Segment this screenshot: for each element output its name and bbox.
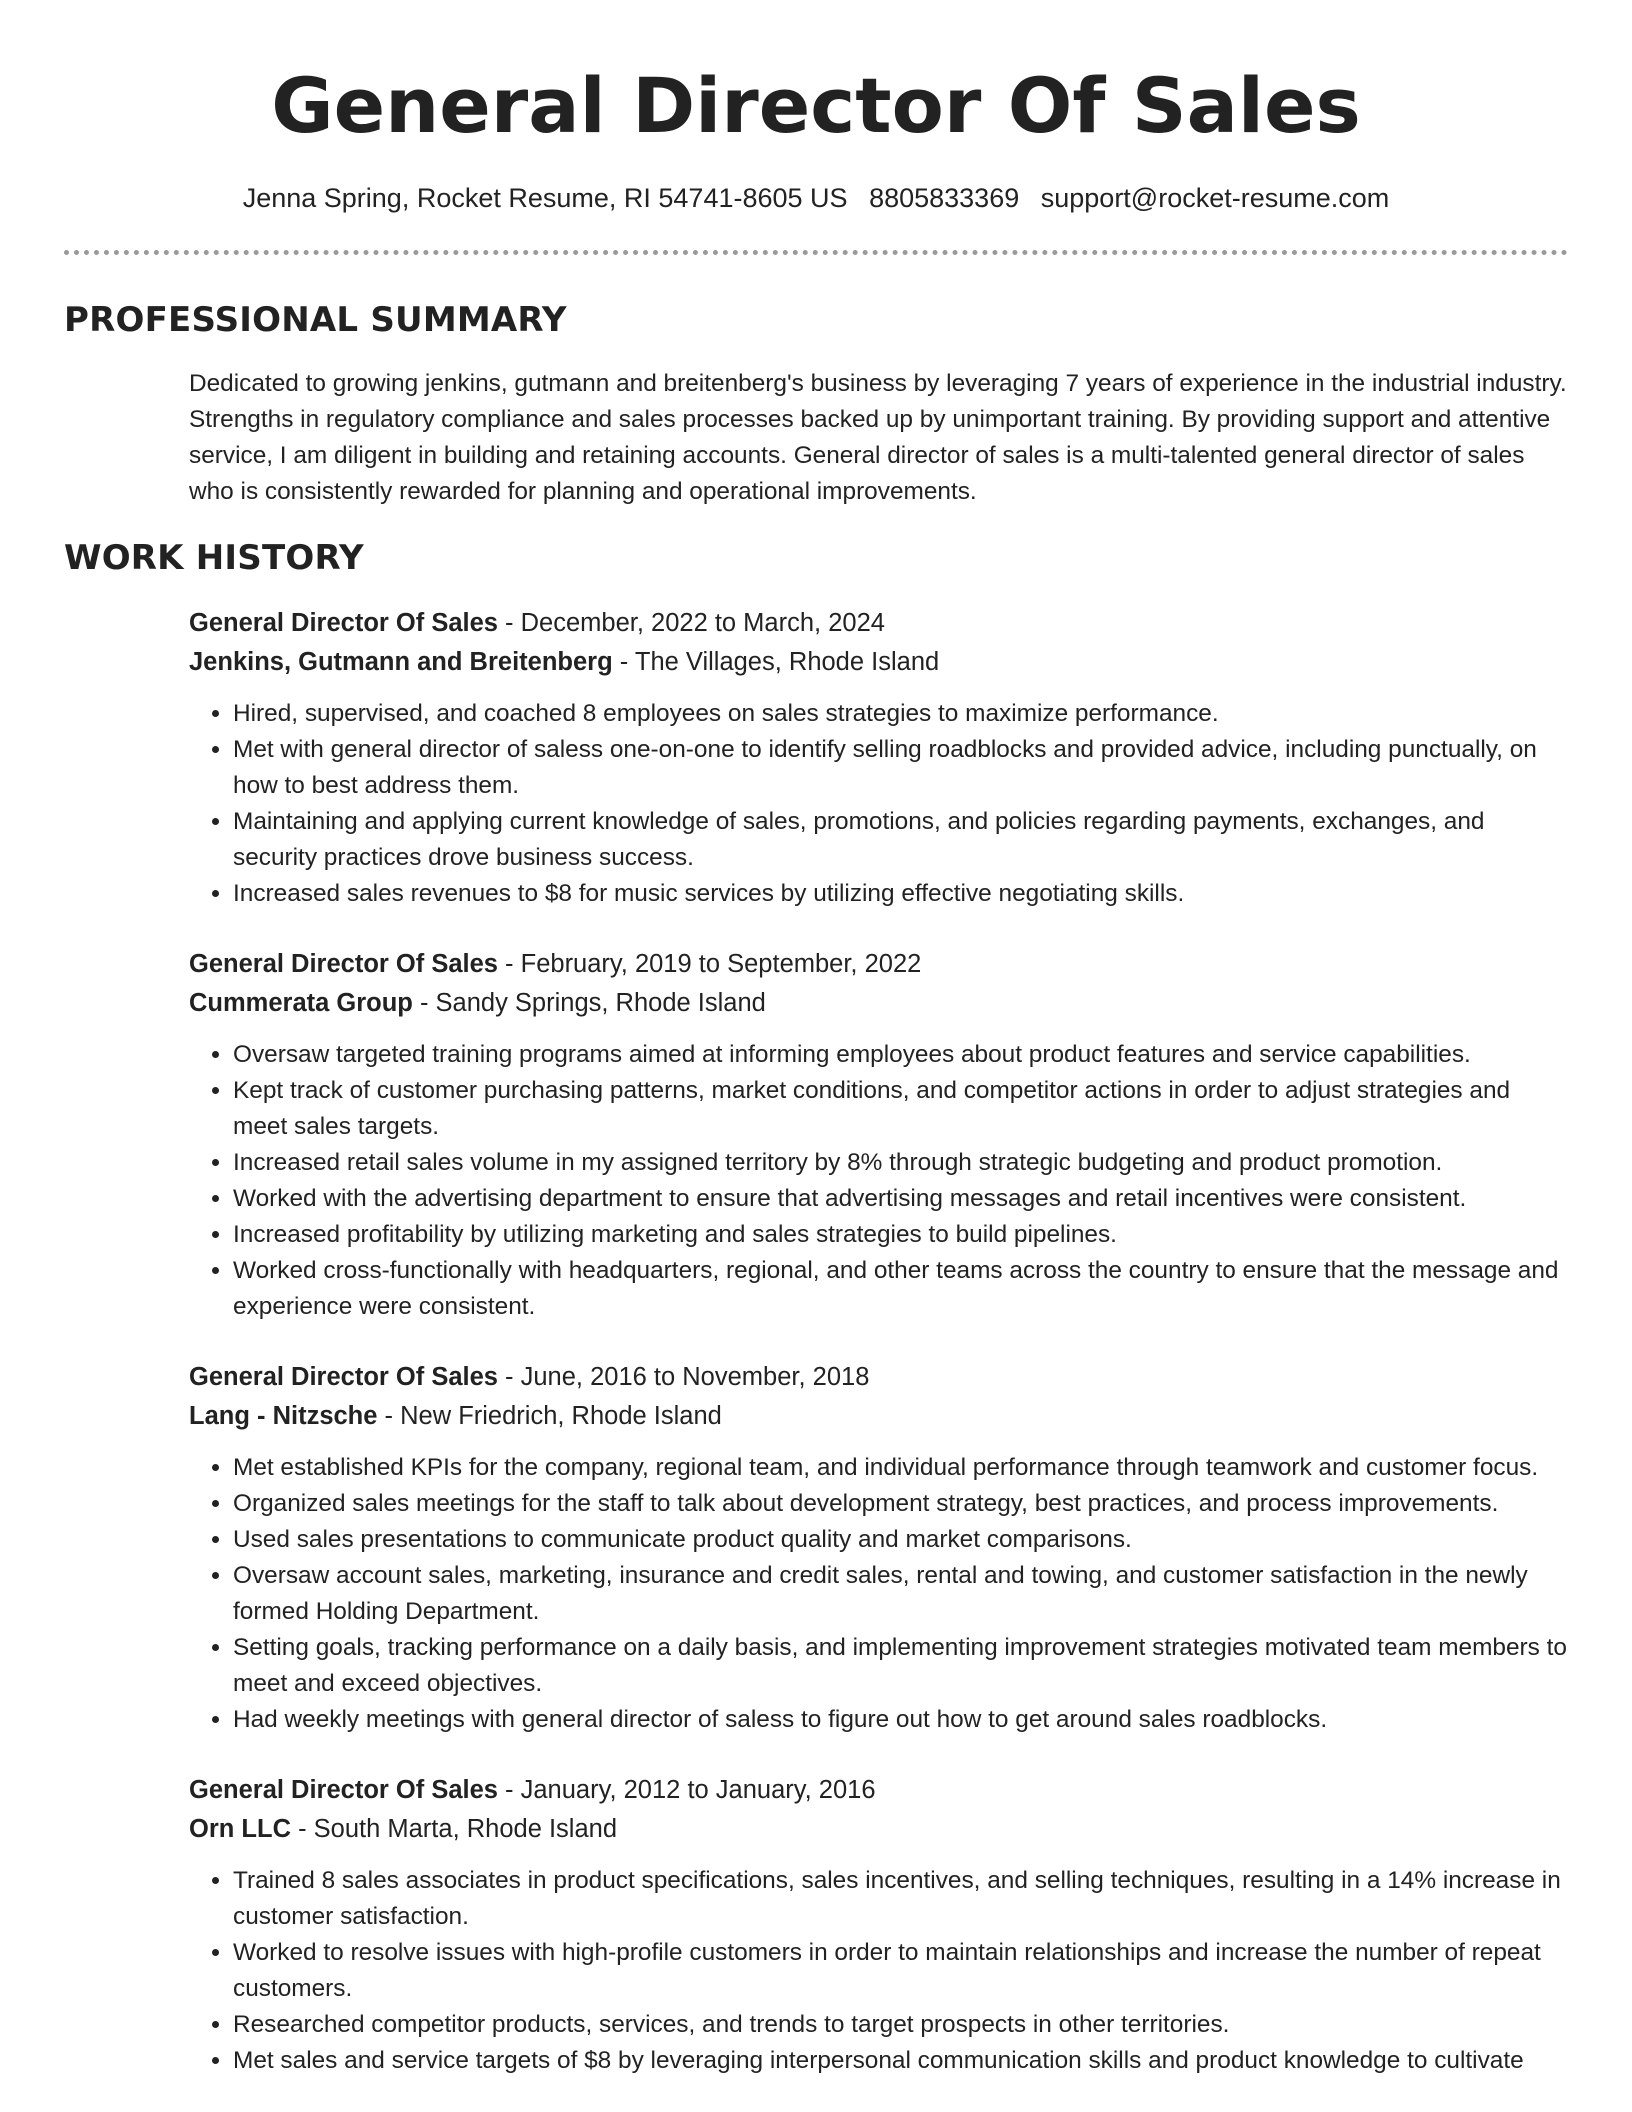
contact-line — [0, 180, 1632, 216]
job-location: - New Friedrich, Rhode Island — [377, 1402, 722, 1430]
job-bullet: • Oversaw account sales, marketing, insurance and credit sales, rental and towing, and customer satisfaction in the newly formed Holding Department. — [233, 1558, 1569, 1630]
job-bullet: • Had weekly meetings with general director of saless to figure out how to get around sales roadblocks. — [233, 1702, 1569, 1738]
job-dates: - January, 2012 to January, 2016 — [497, 1776, 876, 1804]
job-entry — [189, 945, 1569, 1325]
job-location: - Sandy Springs, Rhode Island — [412, 989, 766, 1017]
job-company-line — [189, 984, 1569, 1023]
contact-phone: 8805833369 — [869, 183, 1020, 213]
contact-address: Jenna Spring, Rocket Resume, RI 54741-8605 US — [242, 183, 848, 213]
section-heading-work-history: WORK HISTORY — [64, 538, 364, 578]
job-bullet: • Worked cross-functionally with headquarters, regional, and other teams across the country to ensure that the message and experience were consistent. — [233, 1253, 1569, 1325]
resume-title: General Director Of Sales — [271, 61, 1361, 150]
job-title: General Director Of Sales — [189, 609, 498, 637]
job-bullet: • Trained 8 sales associates in product specifications, sales incentives, and selling techniques, resulting in a 14% increase in customer satisfaction. — [233, 1863, 1569, 1935]
job-bullet: • Increased profitability by utilizing marketing and sales strategies to build pipelines. — [233, 1217, 1569, 1253]
job-entry — [189, 1771, 1569, 2079]
job-bullet-list — [189, 1450, 1569, 1738]
job-bullet-list — [189, 696, 1569, 912]
job-title-line — [189, 1771, 1569, 1810]
section-heading-summary: PROFESSIONAL SUMMARY — [64, 300, 567, 340]
work-history-list — [189, 604, 1569, 2112]
summary-text: Dedicated to growing jenkins, gutmann and breitenberg's business by leveraging 7 years of experience in the industrial industry. Strengths in regulatory compliance and sales processes backed up by unimportant training. By providing support and attentive service, I am diligent in building and retaining accounts. General director of sales is a multi-talented general director of sales who is consistently rewarded for planning and operational improvements. — [189, 370, 1567, 505]
job-dates: - February, 2019 to September, 2022 — [497, 950, 922, 978]
job-bullet-list — [189, 1863, 1569, 2079]
job-bullet: • Researched competitor products, services, and trends to target prospects in other territories. — [233, 2007, 1569, 2043]
job-company-line — [189, 1810, 1569, 1849]
job-bullet: • Met sales and service targets of $8 by leveraging interpersonal communication skills and product knowledge to cultivate — [233, 2043, 1569, 2079]
job-bullet: • Maintaining and applying current knowledge of sales, promotions, and policies regarding payments, exchanges, and security practices drove business success. — [233, 804, 1569, 876]
job-location: - The Villages, Rhode Island — [612, 648, 940, 676]
job-title-line — [189, 945, 1569, 984]
job-bullet: • Met established KPIs for the company, regional team, and individual performance through teamwork and customer focus. — [233, 1450, 1569, 1486]
job-bullet: • Worked to resolve issues with high-profile customers in order to maintain relationships and increase the number of repeat customers. — [233, 1935, 1569, 2007]
job-company-line — [189, 643, 1569, 682]
job-company-line — [189, 1397, 1569, 1436]
contact-email: support@rocket-resume.com — [1040, 183, 1390, 213]
job-location: - South Marta, Rhode Island — [291, 1815, 618, 1843]
job-bullet: • Setting goals, tracking performance on a daily basis, and implementing improvement strategies motivated team members to meet and exceed objectives. — [233, 1630, 1569, 1702]
job-dates: - December, 2022 to March, 2024 — [497, 609, 885, 637]
job-title-line — [189, 1358, 1569, 1397]
job-dates: - June, 2016 to November, 2018 — [497, 1363, 870, 1391]
job-bullet: • Kept track of customer purchasing patterns, market conditions, and competitor actions in order to adjust strategies and meet sales targets. — [233, 1073, 1569, 1145]
job-bullet: • Met with general director of saless one-on-one to identify selling roadblocks and provided advice, including punctually, on how to best address them. — [233, 732, 1569, 804]
job-bullet: • Worked with the advertising department to ensure that advertising messages and retail incentives were consistent. — [233, 1181, 1569, 1217]
job-company: Orn LLC — [189, 1815, 291, 1843]
job-bullet: • Increased retail sales volume in my assigned territory by 8% through strategic budgeting and product promotion. — [233, 1145, 1569, 1181]
job-bullet: • Used sales presentations to communicate product quality and market comparisons. — [233, 1522, 1569, 1558]
job-title: General Director Of Sales — [189, 1363, 498, 1391]
header-divider — [64, 250, 1568, 255]
job-entry — [189, 1358, 1569, 1738]
job-bullet: • Hired, supervised, and coached 8 employees on sales strategies to maximize performance. — [233, 696, 1569, 732]
job-title: General Director Of Sales — [189, 950, 498, 978]
job-entry — [189, 604, 1569, 912]
job-company: Cummerata Group — [189, 989, 413, 1017]
job-bullet: • Organized sales meetings for the staff to talk about development strategy, best practices, and process improvements. — [233, 1486, 1569, 1522]
job-company: Lang - Nitzsche — [189, 1402, 378, 1430]
job-title-line — [189, 604, 1569, 643]
job-bullet-list — [189, 1037, 1569, 1325]
job-company: Jenkins, Gutmann and Breitenberg — [189, 648, 613, 676]
job-title: General Director Of Sales — [189, 1776, 498, 1804]
job-bullet: • Increased sales revenues to $8 for music services by utilizing effective negotiating skills. — [233, 876, 1569, 912]
job-bullet: • Oversaw targeted training programs aimed at informing employees about product features and service capabilities. — [233, 1037, 1569, 1073]
